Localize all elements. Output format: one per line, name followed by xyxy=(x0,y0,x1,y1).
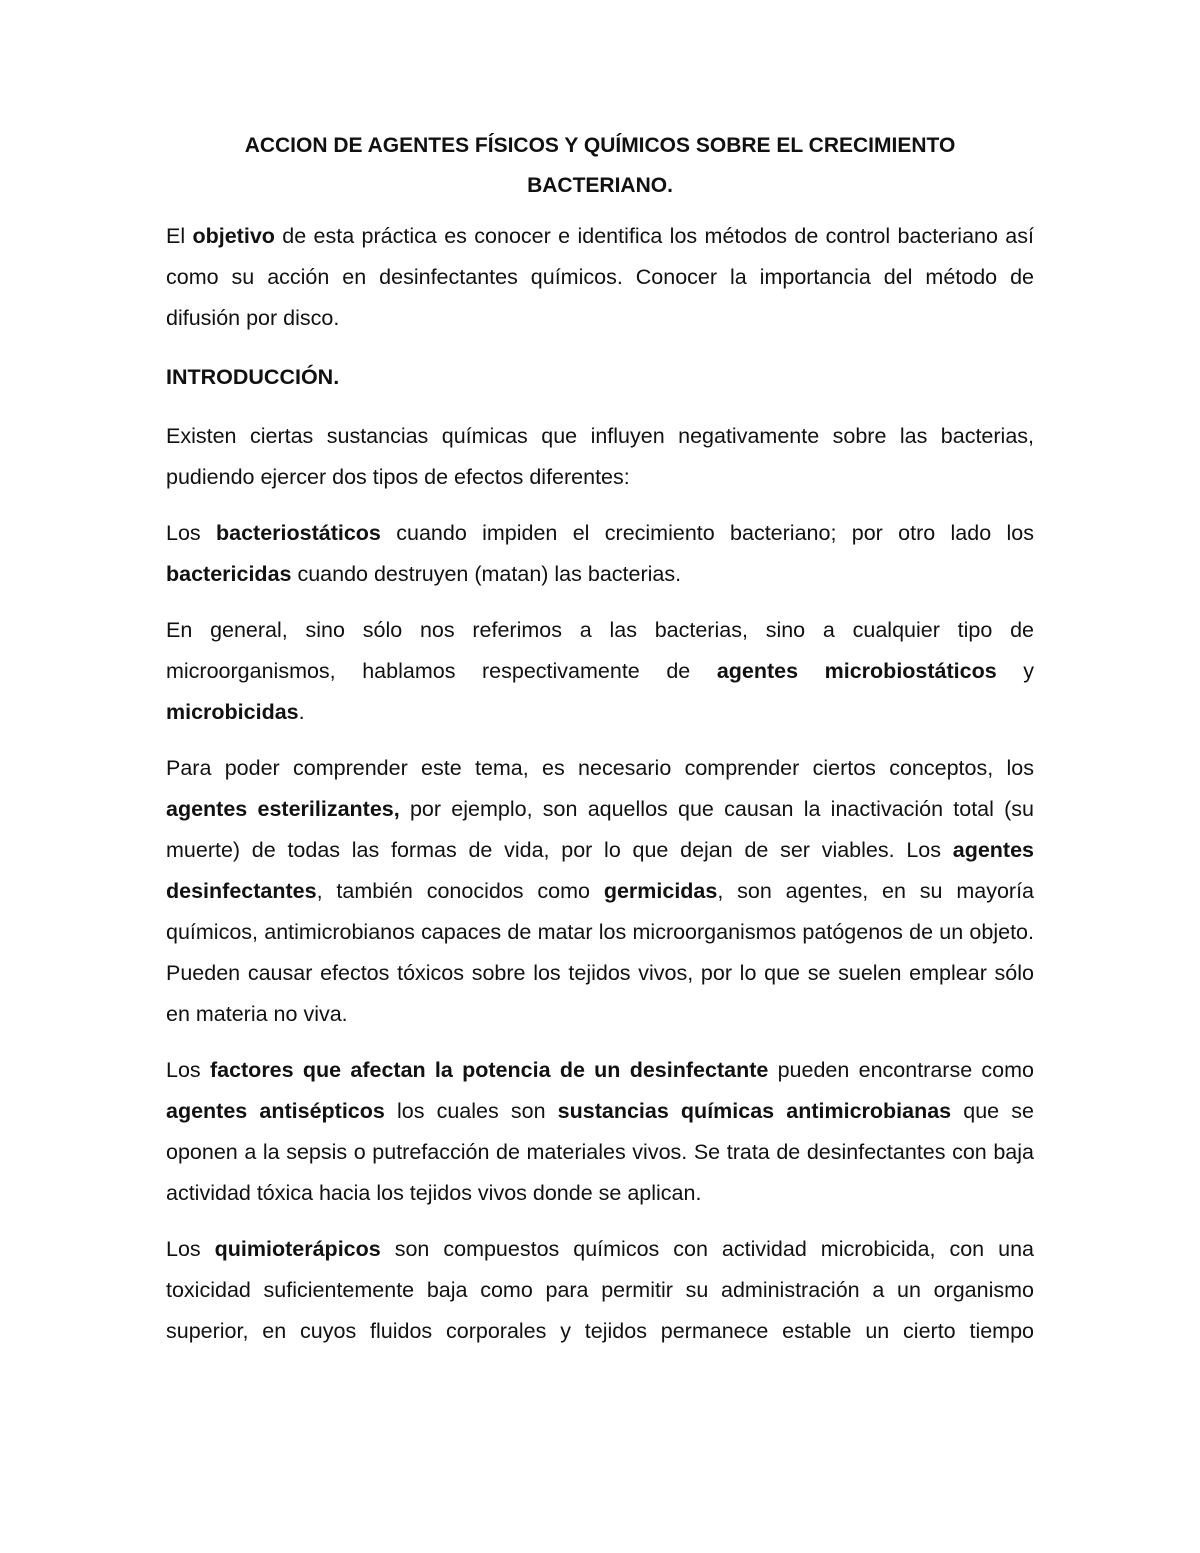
bold-term: bacteriostáticos xyxy=(216,521,381,545)
text-run: pueden encontrarse como xyxy=(768,1058,1035,1082)
bold-term: quimioterápicos xyxy=(214,1237,381,1261)
paragraph-intro: Existen ciertas sustancias químicas que influyen negativamente sobre las bacterias, pudiendo ejercer dos tipos de efectos diferentes: xyxy=(166,424,1034,489)
text-run: Los xyxy=(166,1237,215,1261)
text-run: Los xyxy=(166,521,216,545)
title-line-2: BACTERIANO. xyxy=(527,174,673,197)
bold-term: factores que afectan la potencia de un desinfectante xyxy=(209,1058,769,1082)
bold-term: objetivo xyxy=(192,224,275,248)
bold-term: agentes esterilizantes, xyxy=(166,797,400,821)
text-run: de esta práctica es conocer e identifica los métodos de control bacteriano así como su acción en desinfectantes químicos. Conocer la importancia del método de difusión por disco. xyxy=(166,224,1034,330)
text-run: , también conocidos como xyxy=(316,879,604,903)
text-run: En general, sino sólo nos referimos a las bacterias, sino a cualquier tipo de microorganismos, hablamos respectivamente de xyxy=(166,618,1034,683)
paragraph-microbiostatics xyxy=(166,610,1034,733)
title-line-1: ACCION DE AGENTES FÍSICOS Y QUÍMICOS SOBRE EL CRECIMIENTO xyxy=(244,134,956,157)
bold-term: agentes desinfectantes xyxy=(166,838,1034,903)
text-run: , son agentes, en su mayoría químicos, antimicrobianos capaces de matar los microorganismos patógenos de un objeto. Pueden causar efectos tóxicos sobre los tejidos vivos, por lo que se suelen emplear sólo en materia no viva. xyxy=(166,879,1034,1026)
text-run: cuando destruyen (matan) las bacterias. xyxy=(291,562,682,586)
text-run: Los xyxy=(166,1058,210,1082)
text-run: cuando impiden el crecimiento bacteriano; por otro lado los xyxy=(380,521,1034,545)
document-title xyxy=(166,126,1034,206)
paragraph-antiseptics xyxy=(166,1050,1034,1214)
paragraph-objective xyxy=(166,216,1034,339)
text-run: y xyxy=(996,659,1035,683)
bold-term: agentes antisépticos xyxy=(166,1099,385,1123)
paragraph-bacteriostatics xyxy=(166,513,1034,595)
document-body xyxy=(166,126,1034,1352)
text-run: Para poder comprender este tema, es necesario comprender ciertos conceptos, los xyxy=(166,756,1034,780)
text-run: que se oponen a la sepsis o putrefacción de materiales vivos. Se trata de desinfectantes con baja actividad tóxica hacia los tejidos vivos donde se aplican. xyxy=(166,1099,1034,1205)
paragraph-chemotherapeutics xyxy=(166,1229,1034,1352)
paragraph-concepts xyxy=(166,748,1034,1035)
text-run: son compuestos químicos con actividad microbicida, con una toxicidad suficientemente baja como para permitir su administración a un organismo superior, en cuyos fluidos corporales y tejidos permanece estable un cierto tiempo xyxy=(166,1237,1034,1343)
bold-term: bactericidas xyxy=(166,562,292,586)
bold-term: agentes microbiostáticos xyxy=(716,659,997,683)
text-run: El xyxy=(166,224,193,248)
text-run: los cuales son xyxy=(384,1099,558,1123)
bold-term: microbicidas xyxy=(166,700,299,724)
bold-term: germicidas xyxy=(603,879,718,903)
bold-term: sustancias químicas antimicrobianas xyxy=(557,1099,952,1123)
text-run: . xyxy=(298,700,305,724)
section-heading-introduction: INTRODUCCIÓN. xyxy=(166,365,340,389)
text-run: por ejemplo, son aquellos que causan la inactivación total (su muerte) de todas las formas de vida, por lo que dejan de ser viables. Los xyxy=(166,797,1035,862)
